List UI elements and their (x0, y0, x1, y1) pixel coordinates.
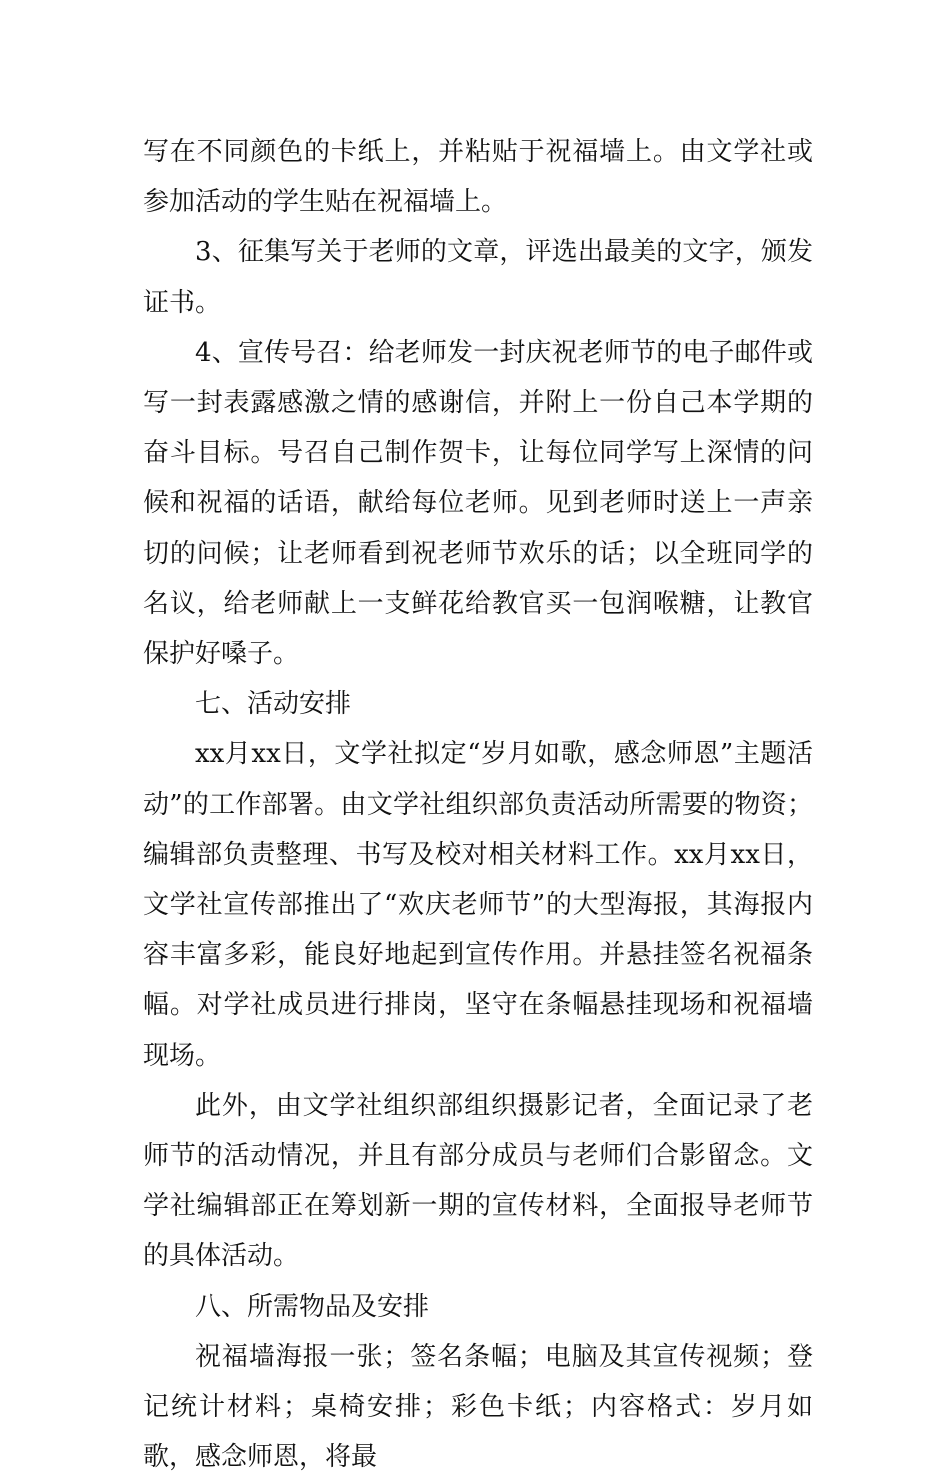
section-heading-activity-schedule: 七、活动安排 (195, 689, 352, 720)
paragraph-required-items: 祝福墙海报一张；签名条幅；电脑及其宣传视频；登记统计材料；桌椅安排；彩色卡纸；内容格式：岁月如歌，感念师恩，将最 (143, 1341, 813, 1473)
paragraph-item-4: 4、宣传号召：给老师发一封庆祝老师节的电子邮件或写一封表露感激之情的感谢信，并附上一份自己本学期的奋斗目标。号召自己制作贺卡，让每位同学写上深情的问候和祝福的话语，献给每位老师。见到老师时送上一声亲切的问候；让老师看到祝老师节欢乐的话；以全班同学的名议，给老师献上一支鲜花给教官买一包润喉糖，让教官保护好嗓子。 (143, 337, 813, 670)
paragraph-continuation: 写在不同颜色的卡纸上，并粘贴于祝福墙上。由文学社或参加活动的学生贴在祝福墙上。 (143, 137, 813, 218)
paragraph-additional-notes: 此外，由文学社组织部组织摄影记者，全面记录了老师节的活动情况，并且有部分成员与老师们合影留念。文学社编辑部正在筹划新一期的宣传材料，全面报导老师节的具体活动。 (143, 1090, 813, 1272)
paragraph-schedule-details: xx月xx日，文学社拟定“岁月如歌，感念师恩”主题活动”的工作部署。由文学社组织部负责活动所需要的物资；编辑部负责整理、书写及校对相关材料工作。xx月xx日，文学社宣传部推出了“欢庆老师节”的大型海报，其海报内容丰富多彩，能良好地起到宣传作用。并悬挂签名祝福条幅。对学社成员进行排岗，坚守在条幅悬挂现场和祝福墙现场。 (143, 739, 813, 1071)
paragraph-item-3: 3、征集写关于老师的文章，评选出最美的文字，颁发证书。 (143, 237, 813, 318)
document-body (143, 127, 813, 1482)
section-heading-required-items: 八、所需物品及安排 (195, 1291, 430, 1322)
